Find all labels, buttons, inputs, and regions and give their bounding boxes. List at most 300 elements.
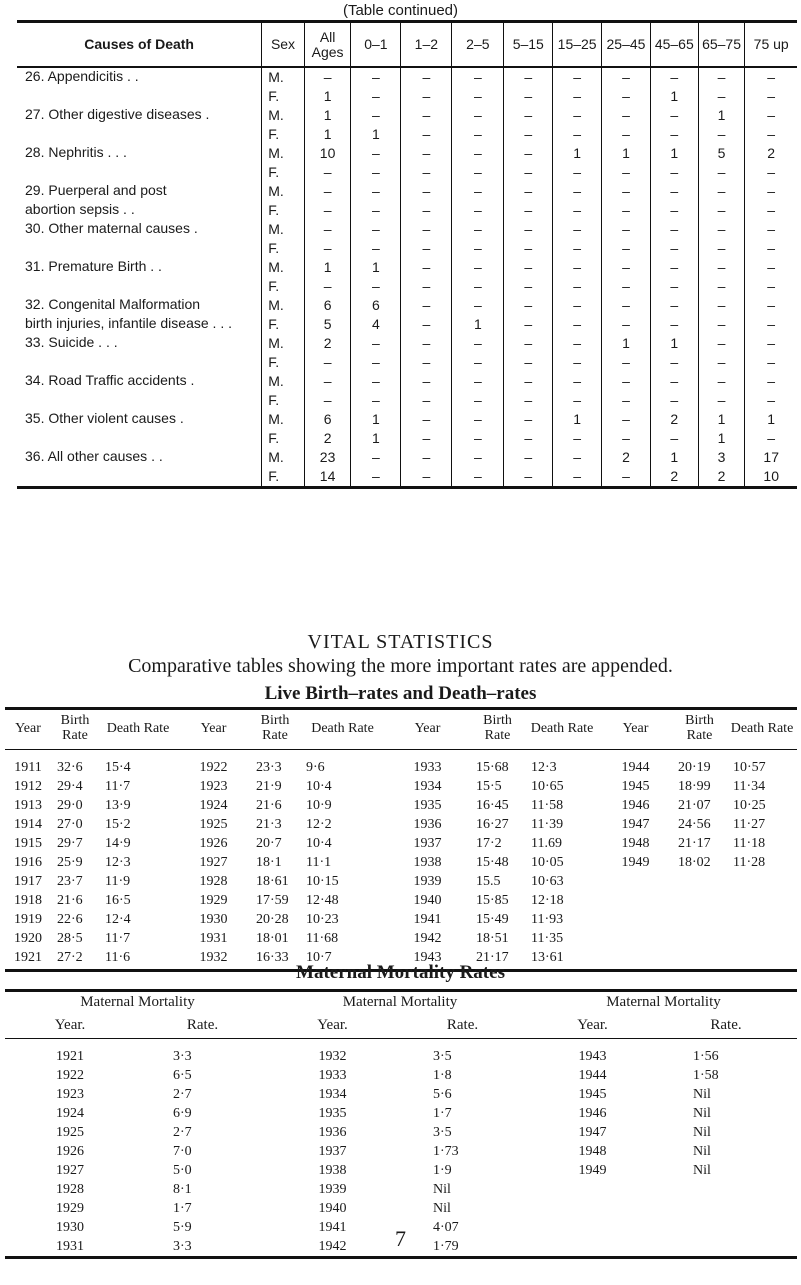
count-cell: – (602, 391, 651, 410)
rate-cell: 20·28 (256, 911, 289, 927)
count-cell: – (351, 448, 401, 467)
count-cell: – (602, 258, 651, 277)
table-row (5, 750, 797, 778)
count-cell: 1 (553, 144, 602, 163)
maternal-cell: 6·5 (173, 1067, 192, 1083)
count-cell: 1 (304, 106, 351, 125)
rate-cell: 1925 (199, 816, 228, 832)
count-cell: – (745, 125, 797, 144)
count-cell: – (698, 315, 745, 334)
count-cell: – (452, 239, 504, 258)
maternal-cell: Nil (433, 1200, 451, 1216)
rate-cell (599, 872, 672, 891)
count-cell: – (745, 201, 797, 220)
rate-cell (727, 891, 797, 910)
count-cell: 5 (698, 144, 745, 163)
rate-cell: 1928 (199, 873, 228, 889)
cause-label (17, 87, 262, 106)
count-cell: 1 (351, 410, 401, 429)
count-cell: – (452, 220, 504, 239)
rate-cell (672, 891, 727, 910)
count-cell: – (602, 429, 651, 448)
sex-cell: M. (262, 182, 304, 201)
count-cell: – (504, 467, 553, 488)
rate-cell: 20·7 (256, 835, 282, 851)
count-cell: – (602, 182, 651, 201)
rate-cell: 27·2 (51, 948, 99, 971)
sex-cell: M. (262, 410, 304, 429)
rate-cell: 11·35 (531, 930, 564, 946)
rate-cell: 18·02 (678, 854, 711, 870)
rate-cell: 16·45 (476, 797, 509, 813)
cause-label: 31. Premature Birth . . (25, 258, 162, 274)
table-row (5, 777, 797, 796)
rate-cell: 1932 (177, 948, 250, 971)
rate-cell: 11·58 (531, 797, 564, 813)
count-cell: – (553, 277, 602, 296)
maternal-cell: 1948 (578, 1143, 607, 1159)
count-cell: – (553, 334, 602, 353)
count-cell: 5 (304, 315, 351, 334)
count-cell: – (452, 87, 504, 106)
count-cell: – (698, 334, 745, 353)
count-cell: – (698, 163, 745, 182)
rate-cell (599, 929, 672, 948)
maternal-cell: 1927 (56, 1162, 84, 1178)
count-cell: – (351, 163, 401, 182)
table-row (17, 410, 797, 429)
count-cell: – (553, 163, 602, 182)
count-cell: – (602, 353, 651, 372)
table-row (17, 296, 797, 315)
count-cell: – (504, 239, 553, 258)
count-cell: – (698, 353, 745, 372)
maternal-year-header: Year. (5, 1015, 135, 1039)
rate-cell: 11·27 (733, 816, 766, 832)
rate-cell: 12·48 (306, 892, 339, 908)
causes-of-death-table (17, 20, 797, 489)
rate-cell: 21·07 (678, 797, 711, 813)
maternal-cell: 1933 (318, 1067, 347, 1083)
count-cell: – (698, 372, 745, 391)
maternal-cell: 1943 (578, 1048, 607, 1064)
count-cell: – (650, 296, 698, 315)
count-cell: – (504, 258, 553, 277)
rate-cell: 16·27 (476, 816, 509, 832)
rate-cell: 1934 (413, 778, 442, 794)
count-cell: – (351, 201, 401, 220)
count-cell: – (553, 125, 602, 144)
rate-cell: 1938 (413, 854, 442, 870)
count-cell: – (698, 277, 745, 296)
count-cell: – (401, 372, 452, 391)
count-cell: 1 (304, 87, 351, 106)
rate-cell: 10·4 (306, 835, 332, 851)
count-cell: 1 (351, 125, 401, 144)
maternal-rate-header: Rate. (135, 1015, 270, 1039)
cause-label (17, 125, 262, 144)
rate-cell: 1931 (199, 930, 228, 946)
rate-cell: 29·0 (57, 797, 83, 813)
table-row (17, 67, 797, 87)
count-cell: – (401, 106, 452, 125)
count-cell: – (504, 106, 553, 125)
count-cell: – (553, 220, 602, 239)
table-row (17, 467, 797, 488)
rate-cell: 17·2 (476, 835, 502, 851)
rate-cell (672, 872, 727, 891)
maternal-cell: Nil (693, 1105, 711, 1121)
count-cell: – (452, 144, 504, 163)
count-cell: – (401, 201, 452, 220)
maternal-cell: 1·7 (433, 1105, 452, 1121)
maternal-cell: 1·73 (433, 1143, 459, 1159)
maternal-cell: 1921 (56, 1048, 84, 1064)
rate-cell: 17·59 (256, 892, 289, 908)
count-cell: – (650, 182, 698, 201)
count-cell: – (650, 391, 698, 410)
maternal-cell: Nil (693, 1086, 711, 1102)
count-cell: 1 (304, 125, 351, 144)
count-cell: – (650, 315, 698, 334)
count-cell: – (504, 353, 553, 372)
count-cell: – (553, 296, 602, 315)
count-cell: – (745, 163, 797, 182)
rate-cell: 13·9 (105, 797, 131, 813)
rate-cell: 1919 (14, 911, 42, 927)
rate-cell (727, 910, 797, 929)
count-cell: – (650, 220, 698, 239)
maternal-cell: 5·0 (173, 1162, 192, 1178)
rates-column-header: Year (177, 709, 250, 750)
rates-column-header: Year (599, 709, 672, 750)
maternal-cell (530, 1199, 655, 1218)
rate-cell: 18·1 (256, 854, 282, 870)
count-cell: – (504, 182, 553, 201)
rate-cell: 1933 (413, 759, 442, 775)
table-row (5, 872, 797, 891)
count-cell: – (650, 201, 698, 220)
rate-cell: 11·9 (105, 873, 131, 889)
count-cell: 23 (304, 448, 351, 467)
count-cell: – (351, 239, 401, 258)
maternal-cell: 1·58 (693, 1067, 719, 1083)
age-column-header: 5–15 (504, 22, 553, 68)
cause-label: 30. Other maternal causes . (25, 220, 198, 236)
table-row (5, 1180, 797, 1199)
count-cell: 4 (351, 315, 401, 334)
count-cell: – (401, 258, 452, 277)
count-cell: 1 (351, 258, 401, 277)
maternal-cell: 1946 (578, 1105, 607, 1121)
count-cell: 1 (698, 429, 745, 448)
count-cell: – (504, 67, 553, 87)
count-cell: – (745, 182, 797, 201)
count-cell: – (602, 277, 651, 296)
count-cell: 1 (650, 144, 698, 163)
cause-label (17, 163, 262, 182)
rate-cell: 15·5 (476, 778, 502, 794)
table-row (5, 1085, 797, 1104)
count-cell: – (745, 372, 797, 391)
rate-cell: 10·57 (733, 759, 766, 775)
count-cell: – (504, 372, 553, 391)
rate-cell: 18·61 (256, 873, 289, 889)
count-cell: – (304, 220, 351, 239)
rate-cell (672, 910, 727, 929)
rate-cell: 1916 (14, 854, 42, 870)
rate-cell: 1942 (413, 930, 442, 946)
age-column-header: All Ages (304, 22, 351, 68)
table-row (17, 334, 797, 353)
count-cell: – (602, 467, 651, 488)
count-cell: – (401, 182, 452, 201)
rate-cell (599, 891, 672, 910)
count-cell: – (304, 372, 351, 391)
sex-cell: F. (262, 429, 304, 448)
count-cell: – (351, 144, 401, 163)
age-column-header: 25–45 (602, 22, 651, 68)
table-row (5, 815, 797, 834)
count-cell: – (553, 182, 602, 201)
maternal-cell: 1926 (56, 1143, 84, 1159)
count-cell: 6 (304, 410, 351, 429)
count-cell: – (401, 144, 452, 163)
rate-cell: 11·93 (531, 911, 564, 927)
maternal-cell: Nil (433, 1181, 451, 1197)
count-cell: – (745, 67, 797, 87)
count-cell: – (602, 410, 651, 429)
rate-cell: 15·48 (476, 854, 509, 870)
maternal-subheader-row (5, 1015, 797, 1039)
rate-cell: 21·6 (256, 797, 282, 813)
maternal-cell: 1944 (578, 1067, 607, 1083)
count-cell: – (650, 239, 698, 258)
maternal-cell: 1928 (56, 1181, 84, 1197)
count-cell: – (452, 125, 504, 144)
maternal-cell: 1935 (318, 1105, 347, 1121)
rate-cell: 22·6 (57, 911, 83, 927)
rate-cell: 1921 (5, 948, 51, 971)
count-cell: – (401, 220, 452, 239)
count-cell: – (553, 372, 602, 391)
count-cell: – (452, 448, 504, 467)
table-continued-caption: (Table continued) (342, 2, 459, 19)
count-cell: – (351, 220, 401, 239)
rates-column-header: Birth Rate (250, 709, 300, 750)
rate-cell: 1924 (199, 797, 228, 813)
causes-header-row (17, 22, 797, 68)
rate-cell: 21·17 (470, 948, 525, 971)
count-cell: 1 (698, 106, 745, 125)
table-row (17, 315, 797, 334)
rate-cell: 1937 (413, 835, 442, 851)
maternal-cell: Nil (693, 1124, 711, 1140)
maternal-cell: 1932 (318, 1048, 347, 1064)
maternal-year-header: Year. (530, 1015, 655, 1039)
rate-cell: 1922 (199, 759, 228, 775)
maternal-cell: Nil (693, 1162, 711, 1178)
count-cell: – (351, 353, 401, 372)
maternal-cell: 1937 (318, 1143, 347, 1159)
maternal-cell: 1·56 (693, 1048, 719, 1064)
count-cell: – (452, 201, 504, 220)
count-cell: – (504, 296, 553, 315)
count-cell: – (351, 372, 401, 391)
count-cell: – (452, 67, 504, 87)
count-cell: – (401, 163, 452, 182)
maternal-cell: 1941 (318, 1219, 347, 1235)
rate-cell: 32·6 (57, 759, 83, 775)
maternal-cell (655, 1199, 797, 1218)
count-cell: – (401, 239, 452, 258)
count-cell: 6 (304, 296, 351, 315)
rate-cell: 10·4 (306, 778, 332, 794)
count-cell: – (351, 67, 401, 87)
rate-cell: 1944 (621, 759, 650, 775)
sex-cell: M. (262, 258, 304, 277)
rate-cell: 11·68 (306, 930, 339, 946)
count-cell: – (504, 144, 553, 163)
rate-cell (672, 929, 727, 948)
table-row (17, 258, 797, 277)
rate-cell: 9·6 (306, 759, 325, 775)
count-cell: 2 (745, 144, 797, 163)
count-cell: – (351, 277, 401, 296)
count-cell: – (745, 258, 797, 277)
age-column-header: 45–65 (650, 22, 698, 68)
rate-cell: 29·7 (57, 835, 83, 851)
table-row (17, 106, 797, 125)
count-cell: 2 (650, 467, 698, 488)
count-cell: 1 (351, 429, 401, 448)
rates-header-row (5, 709, 797, 750)
rate-cell: 15·4 (105, 759, 131, 775)
cause-label: 33. Suicide . . . (25, 334, 118, 350)
count-cell: – (401, 334, 452, 353)
count-cell: 2 (602, 448, 651, 467)
maternal-cell: 1·9 (433, 1162, 452, 1178)
table-row (17, 87, 797, 106)
table-row (17, 372, 797, 391)
maternal-cell: 3·3 (173, 1048, 192, 1064)
count-cell: – (698, 220, 745, 239)
count-cell: – (745, 296, 797, 315)
rates-column-header: Birth Rate (470, 709, 525, 750)
maternal-cell (655, 1180, 797, 1199)
sex-cell: F. (262, 163, 304, 182)
maternal-cell: 7·0 (173, 1143, 192, 1159)
count-cell: – (401, 448, 452, 467)
count-cell: – (401, 410, 452, 429)
count-cell: – (452, 182, 504, 201)
cause-label (17, 467, 262, 488)
count-cell: – (351, 87, 401, 106)
rate-cell: 1936 (413, 816, 442, 832)
rate-cell: 10·9 (306, 797, 332, 813)
rate-cell: 1940 (413, 892, 442, 908)
rate-cell: 10·65 (531, 778, 564, 794)
maternal-cell: 1·8 (433, 1067, 452, 1083)
rate-cell: 16·5 (105, 892, 131, 908)
table-row (5, 891, 797, 910)
rate-cell: 1917 (14, 873, 42, 889)
rate-cell: 1914 (14, 816, 42, 832)
rate-cell: 1920 (14, 930, 42, 946)
count-cell: – (304, 67, 351, 87)
count-cell: – (452, 353, 504, 372)
count-cell: – (553, 239, 602, 258)
birth-death-rates-table (5, 707, 797, 972)
count-cell: – (602, 239, 651, 258)
vital-statistics-subtitle: Comparative tables showing the more important rates are appended. (128, 655, 673, 677)
count-cell: – (351, 182, 401, 201)
count-cell: – (504, 334, 553, 353)
count-cell: – (602, 220, 651, 239)
maternal-cell: Nil (693, 1143, 711, 1159)
count-cell: – (650, 125, 698, 144)
sex-cell: F. (262, 201, 304, 220)
rate-cell: 12·18 (531, 892, 564, 908)
count-cell: 2 (304, 429, 351, 448)
rates-column-header: Year (385, 709, 470, 750)
table-row (17, 182, 797, 201)
rates-column-header: Death Rate (525, 709, 599, 750)
rate-cell: 1946 (621, 797, 650, 813)
causes-column-header: Causes of Death (17, 22, 262, 68)
rate-cell (727, 872, 797, 891)
rate-cell: 10·05 (531, 854, 564, 870)
rate-cell (727, 929, 797, 948)
maternal-group-header: Maternal Mortality (5, 991, 270, 1016)
table-row (17, 201, 797, 220)
count-cell: 2 (698, 467, 745, 488)
count-cell: 1 (650, 87, 698, 106)
table-row (17, 220, 797, 239)
count-cell: – (452, 391, 504, 410)
maternal-cell: 1924 (56, 1105, 84, 1121)
count-cell: – (602, 106, 651, 125)
maternal-cell: 1·7 (173, 1200, 192, 1216)
sex-cell: M. (262, 220, 304, 239)
rate-cell: 20·19 (678, 759, 711, 775)
rate-cell: 1948 (621, 835, 650, 851)
count-cell: – (745, 106, 797, 125)
rates-column-header: Year (5, 709, 51, 750)
count-cell: – (452, 372, 504, 391)
count-cell: – (504, 220, 553, 239)
count-cell: – (698, 239, 745, 258)
count-cell: – (452, 296, 504, 315)
rate-cell: 1918 (14, 892, 42, 908)
count-cell: 2 (304, 334, 351, 353)
maternal-cell: 1942 (270, 1237, 395, 1258)
count-cell: – (504, 277, 553, 296)
sex-cell: M. (262, 67, 304, 87)
count-cell: 1 (698, 410, 745, 429)
age-column-header: 0–1 (351, 22, 401, 68)
maternal-cell: 1945 (578, 1086, 607, 1102)
rate-cell: 12·3 (105, 854, 131, 870)
count-cell: – (401, 315, 452, 334)
count-cell: – (553, 429, 602, 448)
count-cell: – (745, 315, 797, 334)
sex-cell: F. (262, 353, 304, 372)
count-cell: – (553, 258, 602, 277)
maternal-mortality-heading: Maternal Mortality Rates (296, 962, 505, 983)
rate-cell: 25·9 (57, 854, 83, 870)
rate-cell: 10·15 (306, 873, 339, 889)
